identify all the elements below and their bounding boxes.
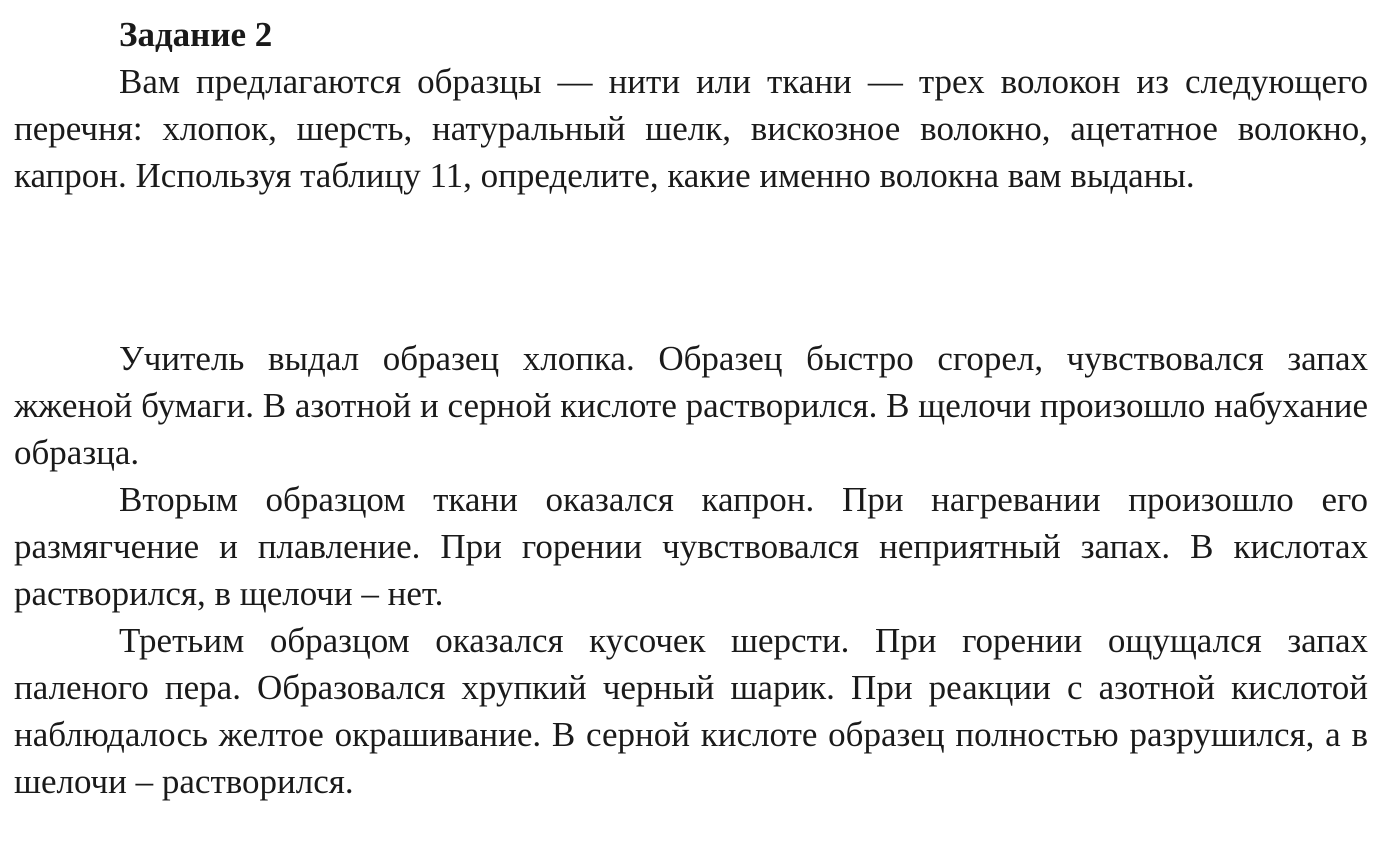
- answer-paragraph-cotton: Учитель выдал образец хлопка. Образец быстро сгорел, чувствовался запах жженой бумаги. В азотной и серной кислоте растворился. В щелочи произошло набухание образца.: [14, 339, 1368, 472]
- document-page: [14, 12, 1368, 805]
- answer-paragraph-wool: Третьим образцом оказался кусочек шерсти. При горении ощущался запах паленого пера. Образовался хрупкий черный шарик. При реакции с азотной кислотой наблюдалось желтое окрашивание. В серной кислоте образец полностью разрушился, а в шелочи – растворился.: [14, 621, 1368, 801]
- answer-paragraph-capron: Вторым образцом ткани оказался капрон. При нагревании произошло его размягчение и плавление. При горении чувствовался неприятный запах. В кислотах растворился, в щелочи – нет.: [14, 480, 1368, 613]
- task-title: Задание 2: [119, 15, 273, 54]
- blank-space: [14, 199, 1368, 335]
- task-intro: Вам предлагаются образцы — нити или ткани — трех волокон из следующего перечня: хлопок, шерсть, натуральный шелк, вискозное волокно, ацетатное волокно, капрон. Используя таблицу 11, определите, какие именно волокна вам выданы.: [14, 62, 1368, 195]
